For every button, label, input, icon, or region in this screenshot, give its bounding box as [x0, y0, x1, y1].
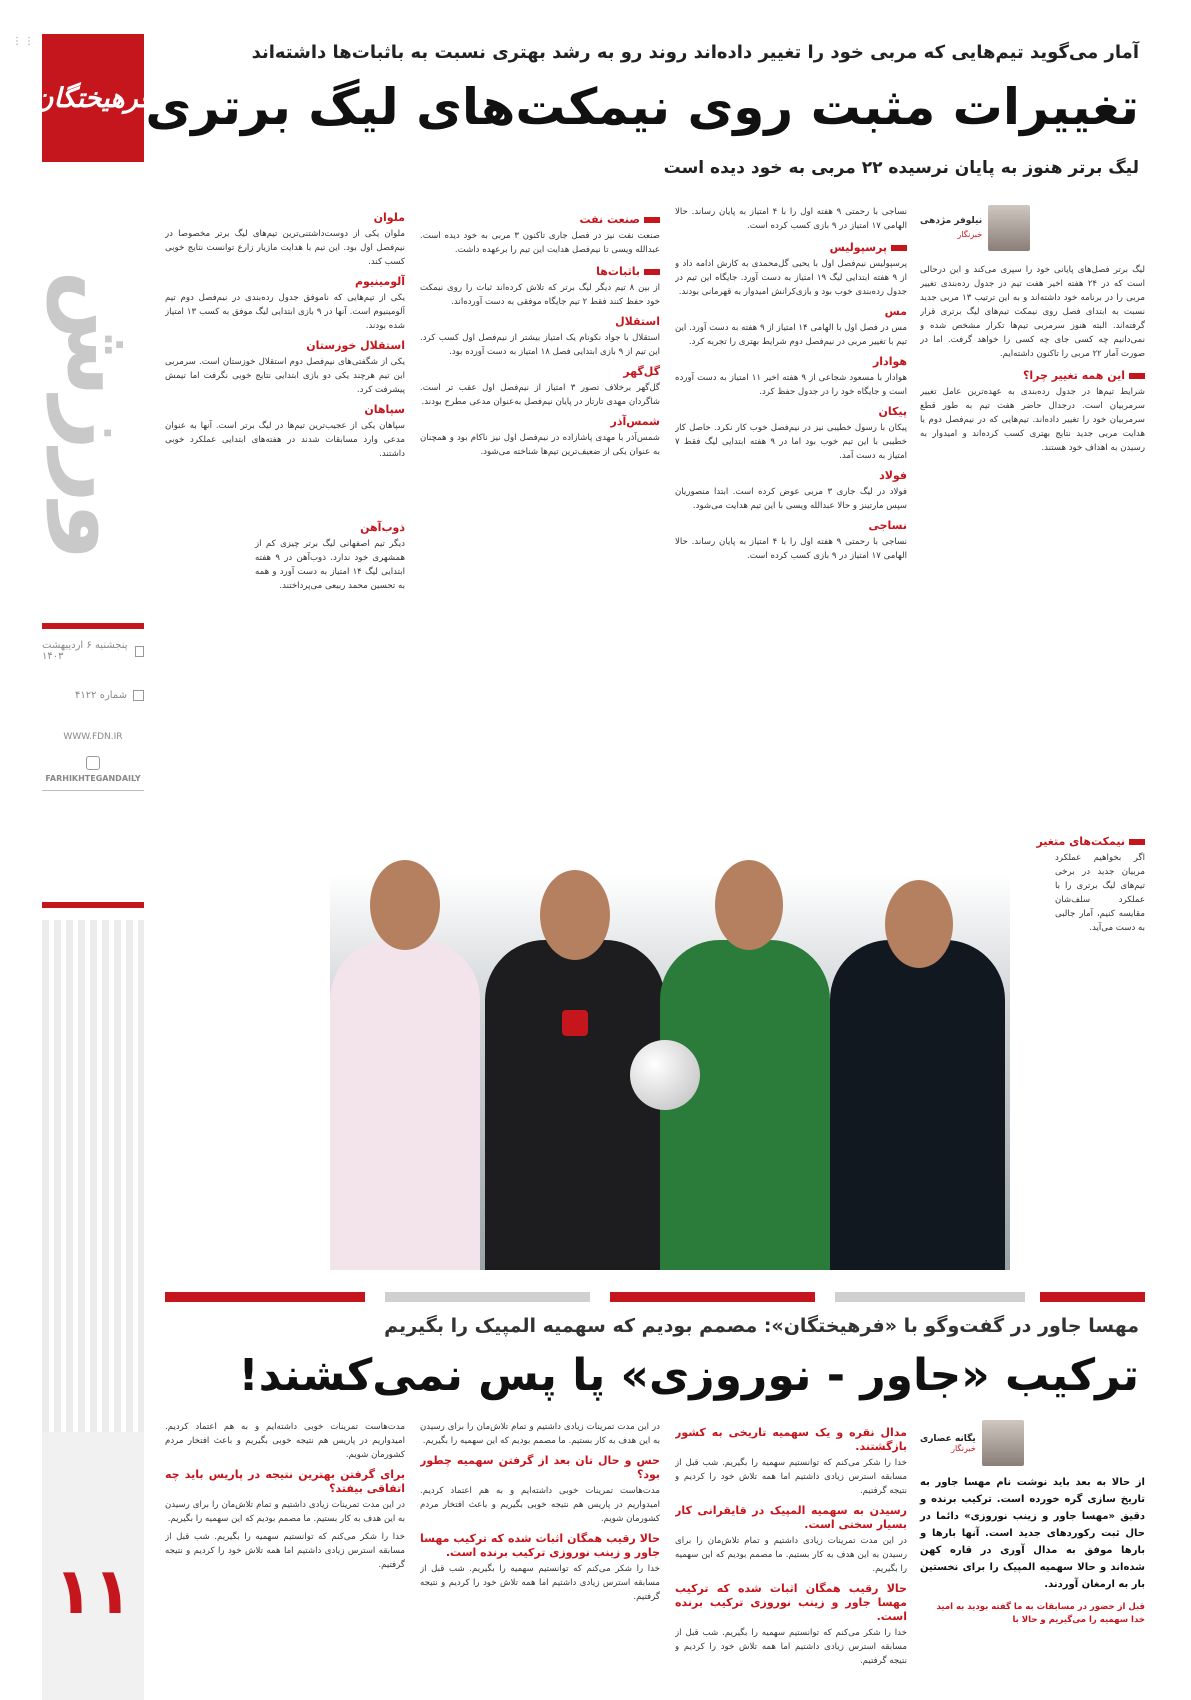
author-name: نیلوفر مژدهی — [920, 216, 983, 226]
paragraph: پرسپولیس نیم‌فصل اول با یحیی گل‌محمدی به کارش ادامه داد و از ۹ هفته ابتدایی لیگ ۱۹ امتیاز به دست آورد. جایگاه این تیم در جدول رده‌بندی خوب بود و بازی‌کرانش امیدوار به قهرمانی بودند. — [675, 259, 907, 297]
calendar-icon — [135, 646, 144, 657]
divider-bar — [1040, 1292, 1145, 1302]
author-byline — [920, 1420, 1145, 1466]
subheading: استقلال — [615, 315, 660, 328]
subheading: باثبات‌ها — [596, 265, 640, 278]
paragraph: مس در فصل اول با الهامی ۱۴ امتیاز از ۹ هفته به دست آورد. این تیم با تغییر مربی در نیم‌فصل دوم شرایط بهتری را تجربه کرد. — [675, 323, 907, 347]
footer-question: قبل از حضور در مسابقات به ما گفته بودید به امید خدا سهمیه را می‌گیریم و حالا با — [936, 1602, 1145, 1625]
column-2 — [675, 205, 907, 855]
coach-head — [540, 870, 610, 960]
interview-headline: ترکیب «جاور - نوروزی» پا پس نمی‌کشند! — [238, 1350, 1139, 1401]
date-row — [42, 640, 144, 662]
paragraph: در این مدت تمرینات زیادی داشتیم و تمام تلاش‌مان را برای رسیدن به این هدف به کار بستیم. ما مصمم بودیم که این سهمیه را بگیریم. — [165, 1500, 405, 1524]
coaches-photo — [330, 840, 1010, 1270]
paragraph: شمس‌آذر با مهدی پاشازاده در نیم‌فصل اول نیز ناکام بود و همچنان به عنوان یکی از ضعیف‌ترین تیم‌ها شناخته می‌شود. — [420, 433, 660, 457]
paragraph: خدا را شکر می‌کنم که توانستیم سهمیه را بگیریم. شب قبل از مسابقه استرس زیادی داشتیم اما همه تلاش خود را کردیم و نتیجه گرفتیم. — [165, 1532, 405, 1570]
subheading: ملوان — [373, 211, 405, 224]
paragraph: گل‌گهر برخلاف تصور ۳ امتیاز از نیم‌فصل اول عقب تر است. شاگردان مهدی تارتار در پایان نیم‌فصل به‌عنوان مدعی مطرح بودند. — [420, 383, 660, 407]
avatar — [988, 205, 1030, 251]
question: حس و حال تان بعد از گرفتن سهمیه چطور بود؟ — [420, 1454, 660, 1481]
subheading: پرسپولیس — [829, 241, 887, 254]
paragraph: لیگ برتر فصل‌های پایانی خود را سپری می‌کند و این درحالی است که در ۲۴ هفته اخیر هفت تیم در جدول رده‌بندی تغییر مربی را در برنامه خود داشته‌اند و به این ترتیب ۱۳ مربی جدید نسبت به ابتدای فصل روی نیمکت تیم‌های لیگ برتری قرار گرفته‌اند. البته هنوز سرمربی تیم‌ها تکرار مشخص شده و نمی‌دانیم چه کسی جای چه کسی را خواهد گرفت. اما در صورت آمار ۲۲ مربی را تاکنون داشته‌ایم. — [920, 265, 1145, 359]
logo: فرهیختگان — [33, 82, 153, 114]
author-role: خبرنگار — [957, 230, 983, 239]
column-3 — [420, 205, 660, 815]
issue-text: شماره ۴۱۲۲ — [75, 690, 127, 701]
coach-head — [715, 860, 783, 950]
section-tag — [420, 265, 660, 279]
subheading: هوادار — [872, 355, 907, 368]
coach-figure — [830, 940, 1005, 1270]
article-kicker: آمار می‌گوید تیم‌هایی که مربی خود را تغییر داده‌اند روند رو به رشد بهتری نسبت به باثبات‌ها داشته‌اند — [251, 42, 1139, 63]
paragraph: صنعت نفت نیز در فصل جاری تاکنون ۳ مربی به خود دیده است. عبدالله ویسی تا نیم‌فصل هدایت این تیم را برعهده داشت. — [420, 231, 660, 255]
paragraph: فولاد در لیگ جاری ۳ مربی عوض کرده است. ابتدا منصوریان سپس مارتینز و حالا عبدالله ویسی با این تیم هدایت می‌شود. — [675, 487, 907, 511]
social-handle: FARHIKHTEGANDAILY — [45, 774, 141, 783]
question: برای گرفتن بهترین نتیجه در پاریس باید چه اتفاقی بیفتد؟ — [165, 1468, 405, 1495]
coach-head — [885, 880, 953, 968]
question: حالا رقیب همگان اثبات شده که ترکیب مهسا جاور و زینب نوروزی ترکیب برنده است. — [420, 1532, 660, 1559]
paragraph: در این مدت تمرینات زیادی داشتیم و تمام تلاش‌مان را برای رسیدن به این هدف به کار بستیم. ما مصمم بودیم که این سهمیه را بگیریم. — [675, 1536, 907, 1574]
article-headline: تغییرات مثبت روی نیمکت‌های لیگ برتری — [145, 78, 1139, 136]
coach-figure — [330, 940, 480, 1270]
question: مدال نقره و یک سهمیه تاریخی به کشور بازگشتند. — [675, 1426, 907, 1453]
author-role: خبرنگار — [951, 1443, 976, 1453]
paragraph: مدت‌هاست تمرینات خوبی داشته‌ایم و به هم اعتماد کردیم. امیدواریم در پاریس هم نتیجه خوبی بگیریم و باعث افتخار مردم کشورمان شویم. — [420, 1486, 660, 1524]
coach-figure — [485, 940, 665, 1270]
subheading: آلومینیوم — [354, 275, 405, 288]
subheading: شمس‌آذر — [610, 415, 660, 428]
coach-figure — [660, 940, 830, 1270]
interview-column-3 — [420, 1420, 660, 1690]
paragraph: خدا را شکر می‌کنم که توانستیم سهمیه را بگیریم. شب قبل از مسابقه استرس زیادی داشتیم اما همه تلاش خود را کردیم و نتیجه گرفتیم. — [675, 1458, 907, 1496]
section-title: ورزش — [47, 270, 154, 561]
paragraph: شرایط تیم‌ها در جدول رده‌بندی به عهده‌ترین عامل تغییر سرمربیان است. درجدال حاضر هفت تیم به طور قطع سرمربیان خود را تغییر داده‌اند. تیم‌هایی که در نیم‌فصل دوم با هدایت مربی جدید نتایج بهتری کسب کرده‌اند و امیدوار به رسیدن به اهداف خود هستند. — [920, 387, 1145, 453]
lead-paragraph: از حالا به بعد باید نوشت نام مهسا جاور به تاریخ سازی گره خورده است. ترکیب برنده و دقیق «مهسا جاور و زینب نوروزی» دائما در حال ثبت رکوردهای جدید است. آنها بارها و بارها موفق به مدال آوری در قاره کهن شده‌اند و حالا سهمیه المپیک را برای نخستین بار به ارمغان آوردند. — [920, 1477, 1145, 1590]
author-name: یگانه عصاری — [920, 1433, 976, 1444]
interview-kicker: مهسا جاور در گفت‌وگو با «فرهیختگان»: مصمم بودیم که سهمیه المپیک را بگیریم — [384, 1315, 1139, 1337]
paragraph: استقلال با جواد نکونام یک امتیاز بیشتر از نیم‌فصل اول کسب کرد. این تیم از ۹ بازی ابتدایی فصل ۱۸ امتیاز به دست آورده بود. — [420, 333, 660, 357]
subheading: این همه تغییر چرا؟ — [1022, 369, 1125, 382]
paragraph: خدا را شکر می‌کنم که توانستیم سهمیه را بگیریم. شب قبل از مسابقه استرس زیادی داشتیم اما همه تلاش خود را کردیم و نتیجه گرفتیم. — [420, 1564, 660, 1602]
interview-column-4 — [165, 1420, 405, 1690]
paragraph: خدا را شکر می‌کنم که توانستیم سهمیه را بگیریم. شب قبل از مسابقه استرس زیادی داشتیم اما همه تلاش خود را کردیم و نتیجه گرفتیم. — [675, 1628, 907, 1666]
subheading: مس — [884, 305, 907, 318]
club-badge-icon — [562, 1010, 588, 1036]
subheading: گل‌گهر — [623, 365, 660, 378]
decorative-stripes — [42, 920, 144, 1432]
question: رسیدن به سهمیه المپیک در قایقرانی کار بسیار سختی است. — [675, 1504, 907, 1531]
paragraph: اگر بخواهیم عملکرد مربیان جدید در برخی تیم‌های لیگ برتری را با عملکرد سلف‌شان مقایسه کنیم، آمار جالبی به دست می‌آید. — [1055, 853, 1145, 933]
coach-head — [370, 860, 440, 950]
date-text: پنجشنبه ۶ اردیبهشت ۱۴۰۳ — [42, 640, 128, 662]
divider-bar — [165, 1292, 365, 1302]
section-tag — [420, 213, 660, 227]
divider — [42, 623, 144, 629]
subheading: صنعت نفت — [579, 213, 640, 226]
corner-marks: ⋮⋮ — [12, 36, 36, 47]
subheading: نیمکت‌های متغیر — [1036, 835, 1125, 848]
divider — [42, 902, 144, 908]
page-number: ۱۱ — [53, 1555, 133, 1629]
paragraph: یکی از شگفتی‌های نیم‌فصل دوم استقلال خوزستان است. سرمربی این تیم هرچند یکی دو بازی ابتدایی نتایج خوبی نگرفت اما تیمش پیشرفت کرد. — [165, 357, 405, 395]
subheading: سپاهان — [364, 403, 405, 416]
paragraph: دیگر تیم اصفهانی لیگ برتر چیزی کم از همشهری خود ندارد. ذوب‌آهن در ۹ هفته ابتدایی لیگ ۱۴ امتیاز به دست آورد و همه به تحسین محمد ربیعی می‌پرداختند. — [255, 539, 405, 591]
subheading: ذوب‌آهن — [360, 521, 405, 534]
section-tag — [920, 369, 1145, 383]
paragraph: پیکان با رسول خطیبی نیز در نیم‌فصل خوب کار نکرد. حاصل کار خطیبی با این تیم خوب بود اما در ۹ هفته ابتدایی لیگ فقط ۷ امتیاز به دست آمد. — [675, 423, 907, 461]
paragraph: سپاهان یکی از عجیب‌ترین تیم‌ها در لیگ برتر است. آنها به عنوان مدعی وارد مسابقات شدند در هفته‌های ابتدایی عملکرد خوبی داشتند. — [165, 421, 405, 459]
paragraph: در این مدت تمرینات زیادی داشتیم و تمام تلاش‌مان را برای رسیدن به این هدف به کار بستیم. ما مصمم بودیم که این سهمیه را بگیریم. — [420, 1422, 660, 1446]
paragraph: نساجی با رحمتی ۹ هفته اول را با ۴ امتیاز به پایان رساند. حالا الهامی ۱۷ امتیاز در ۹ بازی کسب کرده است. — [675, 207, 907, 231]
article-subhead: لیگ برتر هنوز به پایان نرسیده ۲۲ مربی به خود دیده است — [663, 158, 1139, 178]
divider — [42, 790, 144, 791]
subheading: پیکان — [878, 405, 907, 418]
paragraph: یکی از تیم‌هایی که ناموفق جدول رده‌بندی در نیم‌فصل دوم تیم آلومینیوم است. آنها در ۹ بازی ابتدایی لیگ موفق به کسب ۱۳ امتیاز شده بودند. — [165, 293, 405, 331]
subheading: استقلال خوزستان — [306, 339, 405, 352]
newspaper-icon — [133, 690, 144, 701]
interview-lead-column — [920, 1420, 1145, 1690]
paragraph: هوادار با مسعود شجاعی از ۹ هفته اخیر ۱۱ امتیاز به دست آورده است و جایگاه خود را در جدول حفظ کرد. — [675, 373, 907, 397]
subheading: نساجی — [868, 519, 907, 532]
website-link[interactable]: WWW.FDN.IR — [63, 732, 123, 742]
subheading: فولاد — [879, 469, 907, 482]
instagram-icon — [86, 756, 100, 770]
divider-bar — [385, 1292, 590, 1302]
interview-column-2 — [675, 1420, 907, 1690]
paragraph: از بین ۸ تیم دیگر لیگ برتر که تلاش کرده‌اند ثبات را روی نیمکت خود حفظ کنند فقط ۲ تیم جایگاه موفقی به دست آورده‌اند. — [420, 283, 660, 307]
question: حالا رقیب همگان اثبات شده که ترکیب مهسا جاور و زینب نوروزی ترکیب برنده است. — [675, 1582, 907, 1623]
author-byline — [920, 205, 1145, 251]
section-tag — [675, 241, 907, 255]
divider-bar — [835, 1292, 1025, 1302]
paragraph: نساجی با رحمتی ۹ هفته اول را با ۴ امتیاز به پایان رساند. حالا الهامی ۱۷ امتیاز در ۹ بازی کسب کرده است. — [675, 537, 907, 561]
football-icon — [630, 1040, 700, 1110]
paragraph: مدت‌هاست تمرینات خوبی داشته‌ایم و به هم اعتماد کردیم. امیدواریم در پاریس هم نتیجه خوبی بگیریم و باعث افتخار مردم کشورمان شویم. — [165, 1422, 405, 1460]
paragraph: ملوان یکی از دوست‌داشتنی‌ترین تیم‌های لیگ برتر مخصوصا در نیم‌فصل اول بود. این تیم با هدایت مازیار زارع توانست نتایج خوبی کسب کند. — [165, 229, 405, 267]
issue-row — [42, 690, 144, 701]
divider-bar — [610, 1292, 815, 1302]
avatar — [982, 1420, 1024, 1466]
